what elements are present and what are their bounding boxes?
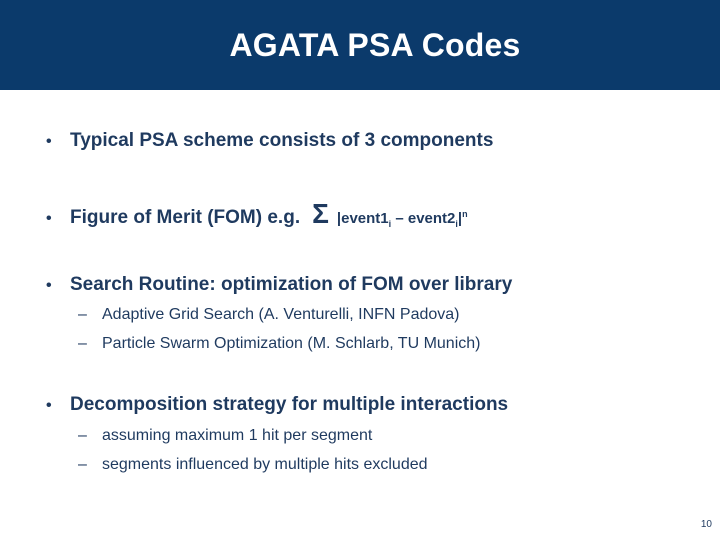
formula-expression: $|event1_i$ – $event2_i|^n$ xyxy=(336,209,468,229)
bullet-psa-scheme xyxy=(46,130,493,152)
bullet-text: Figure of Merit (FOM) e.g. xyxy=(70,207,301,228)
sub-bullet-text: Adaptive Grid Search (A. Venturelli, INFN Padova) xyxy=(102,306,460,323)
bullet-text: Search Routine: optimization of FOM over library xyxy=(70,274,513,295)
dash-icon: – xyxy=(78,335,87,352)
dash-icon: – xyxy=(78,306,87,323)
bullet-icon: • xyxy=(46,277,52,294)
bullet-figure-of-merit xyxy=(46,200,468,229)
sigma-symbol: Σ xyxy=(312,198,329,229)
sub-bullet-text: segments influenced by multiple hits excluded xyxy=(102,456,428,473)
bullet-icon: • xyxy=(46,397,52,414)
fom-formula xyxy=(312,200,468,229)
sub-bullet-multiple-hits xyxy=(78,456,428,474)
bullet-search-routine xyxy=(46,274,512,296)
bullet-icon: • xyxy=(46,133,52,150)
slide-title: AGATA PSA Codes xyxy=(229,26,521,63)
bullet-icon: • xyxy=(46,210,52,227)
sub-bullet-text: assuming maximum 1 hit per segment xyxy=(102,427,373,444)
bullet-text: Typical PSA scheme consists of 3 components xyxy=(70,130,494,151)
sub-bullet-grid-search xyxy=(78,306,460,324)
dash-icon: – xyxy=(78,427,87,444)
sub-bullet-particle-swarm xyxy=(78,335,480,353)
sub-bullet-text: Particle Swarm Optimization (M. Schlarb, TU Munich) xyxy=(102,335,481,352)
bullet-decomposition xyxy=(46,394,508,416)
sub-bullet-max-hit xyxy=(78,427,372,445)
dash-icon: – xyxy=(78,456,87,473)
page-number: 10 xyxy=(700,519,712,530)
bullet-text: Decomposition strategy for multiple interactions xyxy=(70,394,509,415)
